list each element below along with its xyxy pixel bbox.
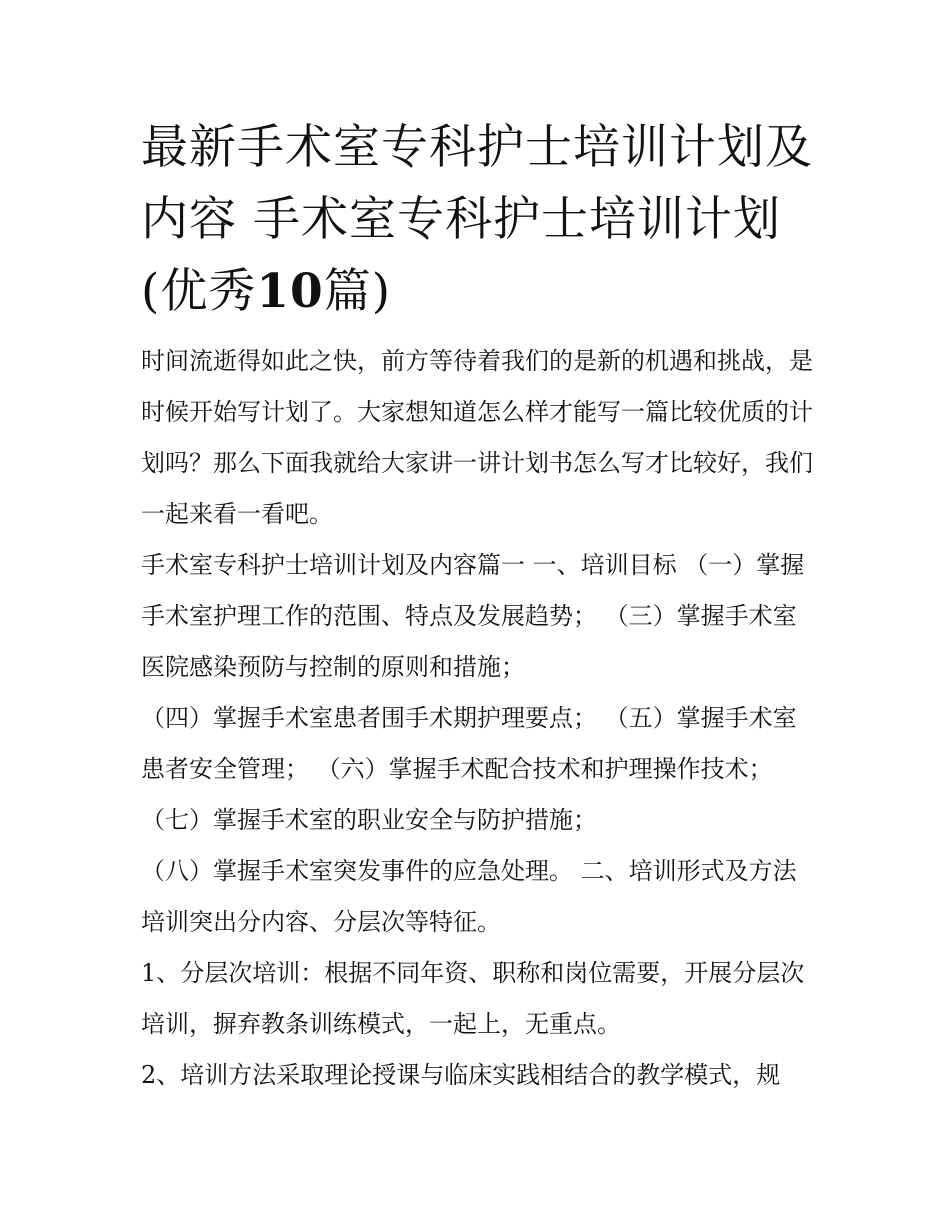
paragraph-goals: 手术室专科护士培训计划及内容篇一 一、培训目标 （一）掌握手术室护理工作的范围、特点及发展趋势； （三）掌握手术室医院感染预防与控制的原则和措施； xyxy=(141,551,805,681)
paragraph-training-form: （八）掌握手术室突发事件的应急处理。 二、培训形式及方法 培训突出分内容、分层次等特征。 xyxy=(141,857,797,936)
paragraph-training-method: 2、培训方法采取理论授课与临床实践相结合的教学模式，规 xyxy=(141,1061,781,1089)
title-text-part1: 最新手术室专科护士培训计划及内容 手术室专科护士培训计划(优秀 xyxy=(141,120,813,319)
title-number: 10 xyxy=(256,264,324,319)
paragraph-layered-training: 1、分层次培训：根据不同年资、职称和岗位需要，开展分层次培训，摒弃教条训练模式，一起上，无重点。 xyxy=(141,959,805,1038)
document-title xyxy=(141,112,813,328)
title-text-part2: 篇) xyxy=(323,264,392,319)
paragraph-goals-continued: （四）掌握手术室患者围手术期护理要点； （五）掌握手术室患者安全管理； （六）掌握手术配合技术和护理操作技术； （七）掌握手术室的职业安全与防护措施； xyxy=(141,704,797,834)
paragraph-intro: 时间流逝得如此之快，前方等待着我们的是新的机遇和挑战，是时候开始写计划了。大家想知道怎么样才能写一篇比较优质的计划吗？那么下面我就给大家讲一讲计划书怎么写才比较好，我们一起来看一看吧。 xyxy=(141,347,813,528)
document-page xyxy=(141,112,813,1101)
